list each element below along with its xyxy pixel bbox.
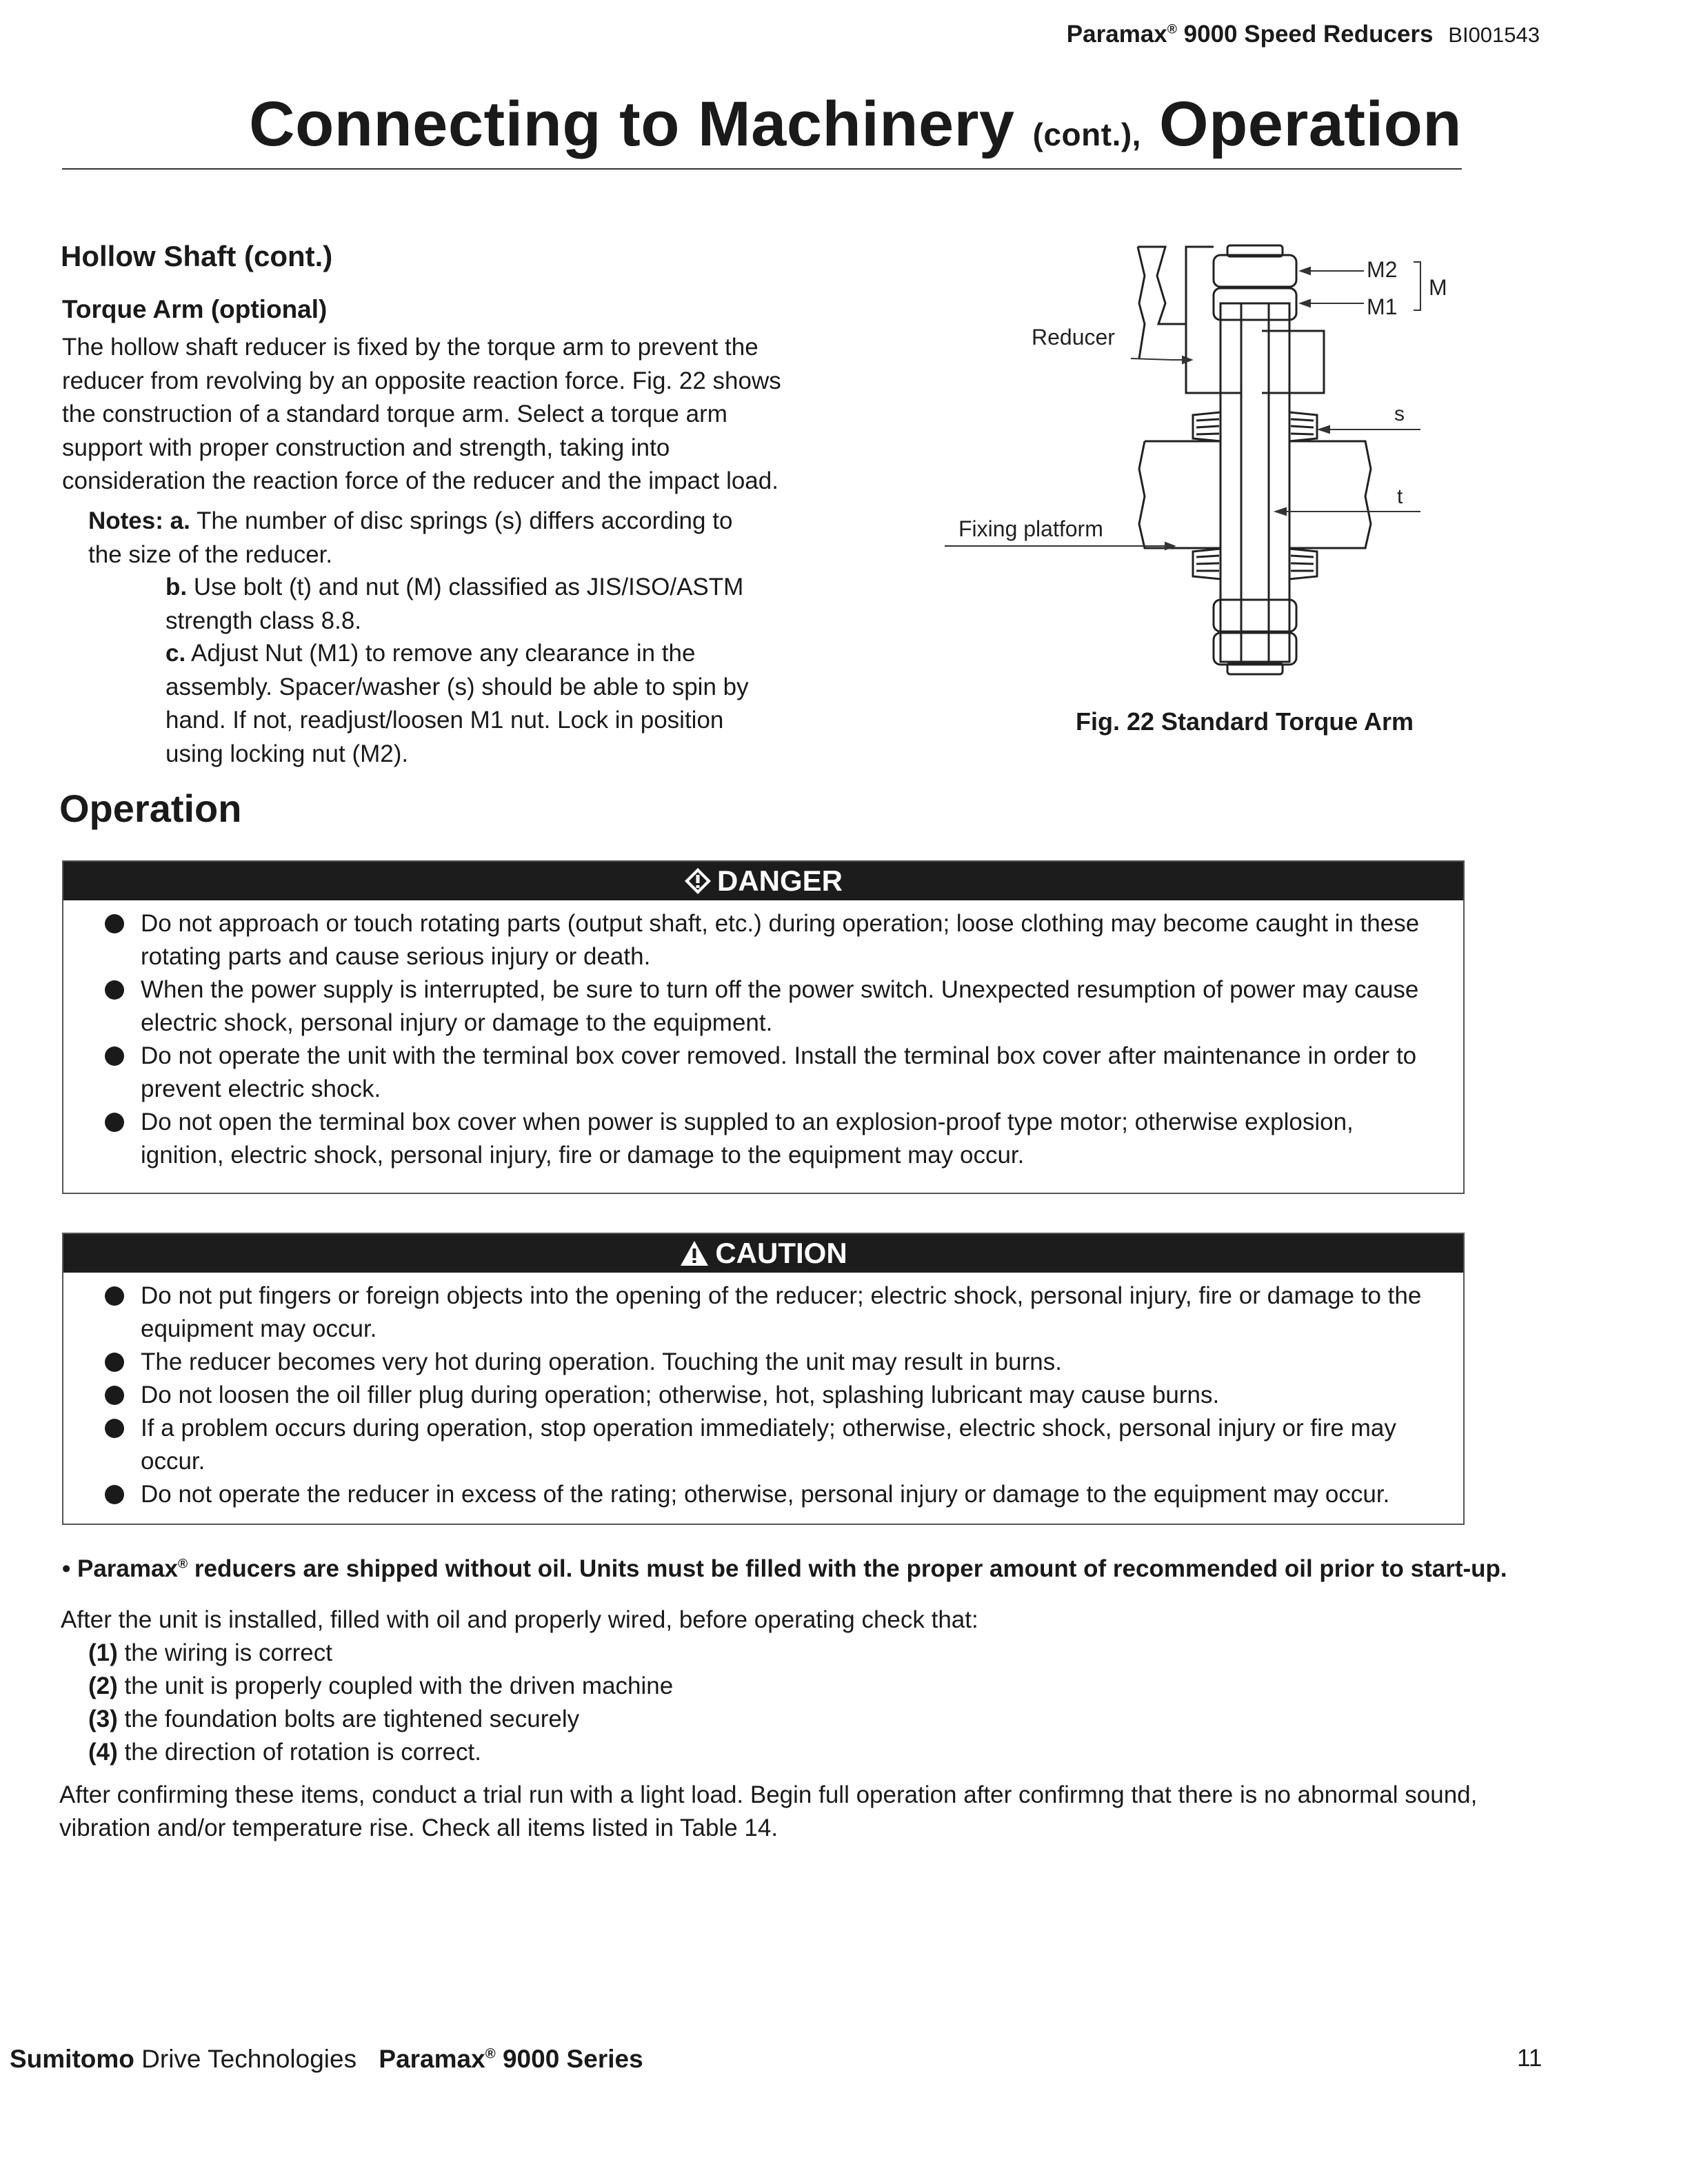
- trial-run-paragraph: After confirming these items, conduct a trial run with a light load. Begin full operation after confirmng that there is no abnormal sound, vibration and/or temperature rise. Check all items listed in Table 14.: [59, 1781, 1478, 1841]
- note-b-letter: b.: [165, 574, 188, 600]
- bullet-icon: [105, 1485, 124, 1504]
- shipping-bullet: •: [62, 1555, 71, 1582]
- title-cont: (cont.),: [1032, 117, 1141, 152]
- notes-label: Notes:: [88, 507, 163, 534]
- header-product: Paramax: [1066, 21, 1167, 48]
- label-s: s: [1394, 403, 1405, 425]
- checklist: [88, 1637, 673, 1769]
- list-item: If a problem occurs during operation, stop operation immediately; otherwise, electric shock, personal injury or fire may occur.: [63, 1412, 1429, 1478]
- torque-arm-figure: [938, 234, 1462, 703]
- bullet-icon: [105, 1353, 124, 1372]
- list-item: (4) the direction of rotation is correct.: [88, 1739, 481, 1766]
- label-m1: M1: [1367, 294, 1398, 319]
- bullet-icon: [105, 914, 124, 933]
- bullet-icon: [105, 1386, 124, 1405]
- label-m: M: [1429, 275, 1447, 300]
- list-item: Do not open the terminal box cover when power is suppled to an explosion-proof type motor; otherwise explosion, ignition, electric shock, personal injury, fire or damage to the equipment may occur.: [63, 1106, 1429, 1172]
- label-reducer: Reducer: [1032, 325, 1115, 350]
- header-reg-mark: ®: [1167, 22, 1177, 37]
- label-m2: M2: [1367, 257, 1398, 282]
- note-a-text: The number of disc springs (s) differs according to the size of the reducer.: [88, 507, 733, 568]
- danger-list: [63, 900, 1463, 1182]
- note-c: [165, 637, 772, 771]
- title-divider: [62, 168, 1462, 170]
- list-item: Do not put fingers or foreign objects into the opening of the reducer; electric shock, personal injury, fire or damage to the equipment may occur.: [63, 1280, 1429, 1346]
- danger-header: [63, 862, 1463, 900]
- bullet-icon: [105, 1286, 124, 1306]
- list-item: When the power supply is interrupted, be sure to turn off the power switch. Unexpected resumption of power may cause electric shock, personal injury or damage to the equipment.: [63, 973, 1429, 1040]
- list-item: (2) the unit is properly coupled with the driven machine: [88, 1672, 674, 1699]
- list-item: (1) the wiring is correct: [88, 1639, 332, 1666]
- hollow-shaft-heading: Hollow Shaft (cont.): [61, 240, 333, 272]
- caution-list: [63, 1273, 1463, 1521]
- page-number: 11: [1517, 2045, 1543, 2072]
- note-a: [88, 505, 764, 572]
- danger-title: DANGER: [716, 865, 843, 897]
- label-t: t: [1397, 485, 1403, 508]
- footer-series: Paramax® 9000 Series: [379, 2045, 643, 2073]
- operation-heading: Operation: [59, 787, 242, 830]
- torque-arm-heading: Torque Arm (optional): [62, 295, 328, 323]
- list-item: Do not approach or touch rotating parts (output shaft, etc.) during operation; loose clothing may become caught in these rotating parts and cause serious injury or death.: [63, 907, 1429, 973]
- title-part1: Connecting to Machinery: [249, 89, 1033, 159]
- footer-brand-rest: Drive Technologies: [134, 2045, 357, 2073]
- danger-icon: [684, 867, 712, 895]
- list-item: Do not operate the unit with the terminal box cover removed. Install the terminal box cover after maintenance in order to prevent electric shock.: [63, 1040, 1429, 1106]
- shipping-text: reducers are shipped without oil. Units must be filled with the proper amount of recommended oil prior to start-up.: [188, 1555, 1507, 1582]
- bullet-icon: [105, 1046, 124, 1066]
- note-c-letter: c.: [165, 640, 186, 667]
- document-header: [1067, 21, 1540, 48]
- list-item: The reducer becomes very hot during operation. Touching the unit may result in burns.: [63, 1346, 1429, 1379]
- list-item: Do not operate the reducer in excess of the rating; otherwise, personal injury or damage to the equipment may occur.: [63, 1478, 1429, 1511]
- shipping-reg-mark: ®: [177, 1557, 188, 1572]
- footer-brand-bold: Sumitomo: [10, 2045, 134, 2073]
- document-code: BI001543: [1448, 23, 1540, 47]
- shipping-note: [62, 1555, 1507, 1583]
- caution-header: [63, 1234, 1463, 1273]
- warning-triangle-icon: [679, 1240, 710, 1267]
- danger-box: [62, 860, 1465, 1194]
- checklist-intro: After the unit is installed, filled with oil and properly wired, before operating check that:: [61, 1606, 978, 1633]
- figure-caption: Fig. 22 Standard Torque Arm: [1076, 707, 1414, 736]
- note-b: [165, 571, 772, 638]
- bullet-icon: [105, 1419, 124, 1438]
- page-title: [62, 88, 1462, 161]
- note-c-text: Adjust Nut (M1) to remove any clearance in the assembly. Spacer/washer (s) should be able to spin by hand. If not, readjust/loosen M1 nut. Lock in position using locking nut (M2).: [165, 640, 749, 767]
- label-fixing-platform: Fixing platform: [958, 516, 1103, 541]
- title-part2: Operation: [1141, 89, 1462, 159]
- list-item: (3) the foundation bolts are tightened securely: [88, 1706, 580, 1732]
- caution-title: CAUTION: [715, 1237, 847, 1269]
- note-a-letter: a.: [170, 507, 190, 534]
- shipping-brand: Paramax: [77, 1555, 178, 1582]
- caution-box: [62, 1233, 1465, 1525]
- torque-arm-paragraph: The hollow shaft reducer is fixed by the torque arm to prevent the reducer from revolving by an opposite reaction force. Fig. 22 shows the construction of a standard torque arm. Select a torque arm support with proper construction and strength, taking into consideration the reaction force of the reducer and the impact load.: [62, 334, 781, 494]
- header-product-rest: 9000 Speed Reducers: [1176, 21, 1434, 48]
- torque-arm-diagram: [938, 234, 1462, 703]
- bullet-icon: [105, 980, 124, 1000]
- note-b-text: Use bolt (t) and nut (M) classified as JIS/ISO/ASTM strength class 8.8.: [165, 574, 744, 634]
- bullet-icon: [105, 1113, 124, 1132]
- list-item: Do not loosen the oil filler plug during operation; otherwise, hot, splashing lubricant may cause burns.: [63, 1379, 1429, 1412]
- footer-brand: [10, 2045, 643, 2074]
